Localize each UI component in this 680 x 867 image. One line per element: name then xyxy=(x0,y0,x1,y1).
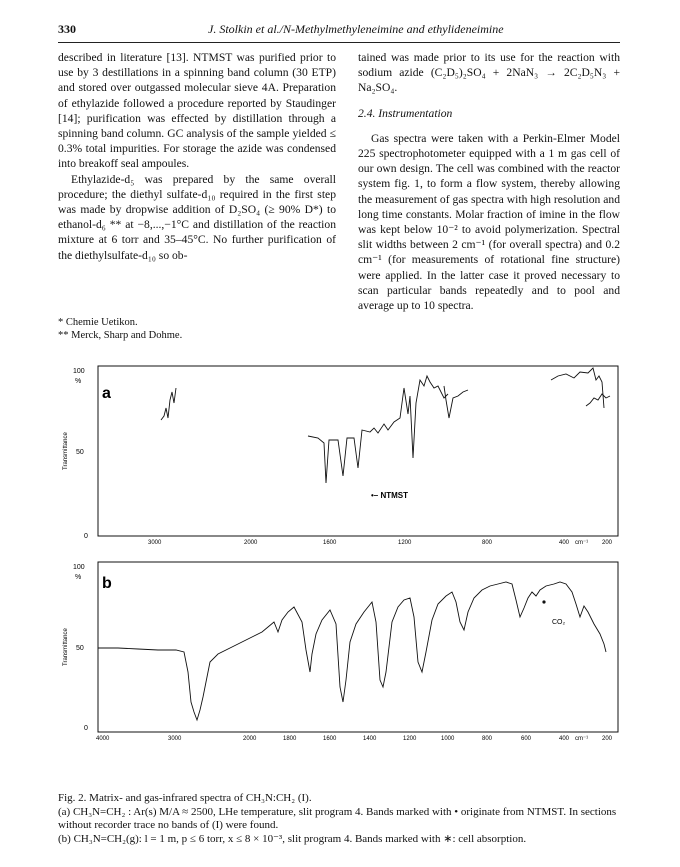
panel-b-frame xyxy=(98,562,618,732)
panel-b-x-tick-3000: 3000 xyxy=(168,736,182,742)
panel-b-x-unit: cm⁻¹ xyxy=(575,736,589,742)
panel-b-y-axis-label: Transmittance xyxy=(63,628,69,666)
panel-a-x-tick-400: 400 xyxy=(559,540,570,546)
panel-b-x-ticks xyxy=(96,736,613,742)
panel-a-trace-1800-1100 xyxy=(308,376,448,483)
panel-a-x-unit: cm⁻¹ xyxy=(575,540,589,546)
panel-a-frame xyxy=(98,366,618,536)
running-header xyxy=(58,22,618,38)
panel-a-x-tick-800: 800 xyxy=(482,540,493,546)
panel-b-marker xyxy=(542,600,545,603)
paragraph-purification: described in literature [13]. NTMST was purified prior to use by 3 destillations in a spinning band column (30 ETP) and stored over outgassed molecular sieve 4A. Preparation of ethylazide followed a procedure reported by Staudinger [14]; purification was effected by distillation through a spinning band column. GC analysis of the sample yielded ≤ 0.3% total impurities. For storage the azide was condensed into breakoff seal ampoules. xyxy=(58,51,336,171)
panel-a-y-tick-100: 100 xyxy=(73,368,85,375)
panel-b-y-tick-50: 50 xyxy=(76,645,84,652)
page-number: 330 xyxy=(58,22,76,36)
panel-a xyxy=(63,366,618,546)
panel-b-x-tick-400: 400 xyxy=(559,736,570,742)
section-heading: 2.4. Instrumentation xyxy=(358,106,453,120)
panel-b-x-tick-1800: 1800 xyxy=(283,736,297,742)
panel-b-x-tick-800: 800 xyxy=(482,736,493,742)
paragraph-continuation: tained was made prior to its use for the reaction with sodium azide (C₂D₅)₂SO₄ + 2NaN₃ → 2C₂D₅N₃ + Na₂SO₄. xyxy=(358,51,620,95)
figure-caption xyxy=(58,792,623,846)
panel-a-y-unit: % xyxy=(75,378,82,385)
panel-a-trace-250 xyxy=(586,394,610,406)
panel-a-trace-700-200 xyxy=(551,368,604,408)
panel-a-x-ticks xyxy=(148,540,613,546)
panel-a-y-axis-label: Transmittance xyxy=(63,432,69,470)
right-column xyxy=(358,50,620,313)
panel-b-x-tick-200: 200 xyxy=(602,736,613,742)
panel-a-trace-3000 xyxy=(161,388,176,420)
panel-a-annotation: •– NTMST xyxy=(371,491,409,500)
footnote-2: ** Merck, Sharp and Dohme. xyxy=(58,330,183,341)
caption-title: Fig. 2. Matrix- and gas-infrared spectra of CH₃N:CH₂ (I). xyxy=(58,792,312,804)
left-column xyxy=(58,50,336,263)
panel-b-x-tick-600: 600 xyxy=(521,736,532,742)
caption-panel-a: (a) CH₃N=CH₂ : Ar(s) M/A ≈ 2500, LHe temperature, slit program 4. Bands marked with • originate from NTMST. In sections without recorder trace no bands of (I) were found. xyxy=(58,805,617,831)
panel-b-trace xyxy=(98,582,606,720)
panel-a-x-tick-1200: 1200 xyxy=(398,540,412,546)
footnote-1: * Chemie Uetikon. xyxy=(58,317,138,328)
panel-b-letter: b xyxy=(102,575,112,592)
panel-b-annotation: CO₂ xyxy=(552,619,566,626)
panel-b-y-tick-0: 0 xyxy=(84,725,88,732)
header-rule xyxy=(58,42,620,43)
panel-a-x-tick-200: 200 xyxy=(602,540,613,546)
panel-b-x-tick-2000: 2000 xyxy=(243,736,257,742)
caption-panel-b: (b) CH₃N=CH₂(g): l = 1 m, p ≤ 6 torr, x ≤ 8 × 10⁻³, slit program 4. Bands marked with ∗: cell absorption. xyxy=(58,832,527,845)
panel-a-x-tick-3000: 3000 xyxy=(148,540,162,546)
panel-b-x-tick-4000: 4000 xyxy=(96,736,110,742)
paragraph-instrumentation: Gas spectra were taken with a Perkin-Elmer Model 225 spectrophotometer equipped with a 1 m gas cell of our own design. The cell was combined with the reactor system fig. 1, to form a flow system, thereby allowing the measurement of gas spectra with high resolution and long time constants. Molar fraction of imine in the flow was kept below 10⁻² to avoid polymerization. Spectral slit widths between 2 cm⁻¹ (for overall spectra) and 0.2 cm⁻¹ (for measurements of rotational fine structure) were applied. In the latter case it proved necessary to scan particular bands repeatedly and to pool and average up to 10 spectra. xyxy=(358,131,620,313)
running-title: J. Stolkin et al./N-Methylmethyleneimine and ethylideneimine xyxy=(208,22,504,36)
panel-b-y-unit: % xyxy=(75,574,82,581)
panel-a-trace-1200-900 xyxy=(444,386,468,418)
panel-a-y-tick-0: 0 xyxy=(84,533,88,540)
panel-a-x-tick-2000: 2000 xyxy=(244,540,258,546)
panel-a-letter: a xyxy=(102,385,111,402)
panel-a-y-tick-50: 50 xyxy=(76,449,84,456)
panel-b-x-tick-1000: 1000 xyxy=(441,736,455,742)
panel-b-x-tick-1200: 1200 xyxy=(403,736,417,742)
panel-b-x-tick-1600: 1600 xyxy=(323,736,337,742)
paragraph-ethylazide-d5: Ethylazide-d₅ was prepared by the same overall procedure; the diethyl sulfate-d₁₀ required in the first step was made by dropwise addition of D₂SO₄ (≥ 90% D*) to ethanol-d₆ ** at −8,...,−1°C and distillation of the reaction mixture at 6 torr and 35–45°C. No further purification of the diethylsulfate-d₁₀ so ob- xyxy=(58,172,336,262)
ir-spectra-figure xyxy=(58,358,628,788)
panel-a-x-tick-1600: 1600 xyxy=(323,540,337,546)
panel-b-y-tick-100: 100 xyxy=(73,564,85,571)
panel-b-x-tick-1400: 1400 xyxy=(363,736,377,742)
panel-b xyxy=(63,562,618,742)
footnotes xyxy=(58,316,318,342)
